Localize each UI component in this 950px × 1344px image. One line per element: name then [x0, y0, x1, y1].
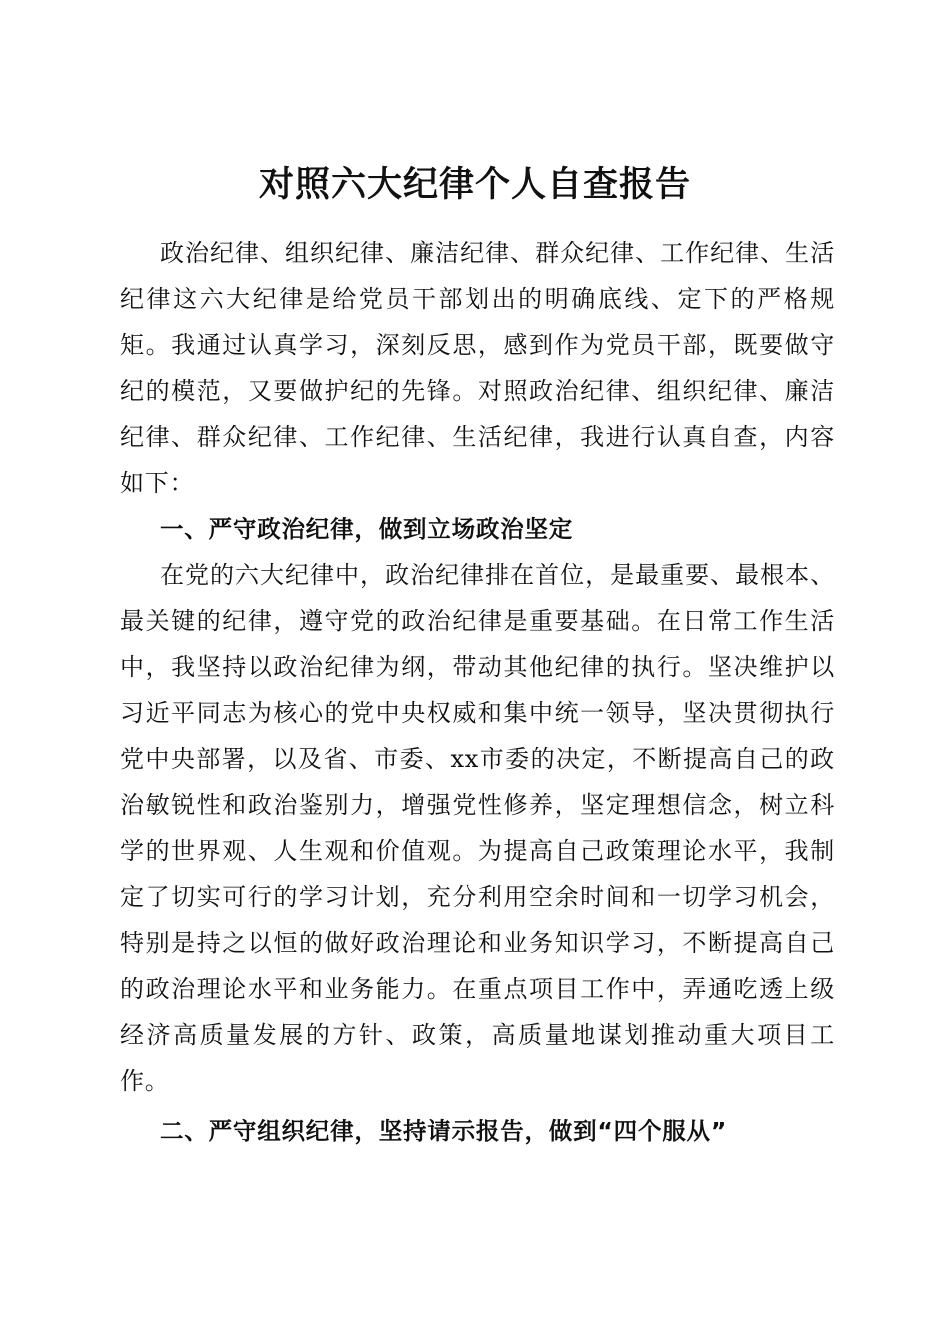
section-2-heading: 二、严守组织纪律，坚持请示报告，做到“四个服从”	[160, 1117, 728, 1145]
section-1-heading: 一、严守政治纪律，做到立场政治坚定	[160, 515, 574, 543]
intro-paragraph: 政治纪律、组织纪律、廉洁纪律、群众纪律、工作纪律、生活纪律这六大纪律是给党员干部划出的明确底线、定下的严格规矩。我通过认真学习，深刻反思，感到作为党员干部，既要做守纪的模范，又要做护纪的先锋。对照政治纪律、组织纪律、廉洁纪律、群众纪律、工作纪律、生活纪律，我进行认真自查，内容如下：	[120, 239, 835, 497]
document-body	[120, 230, 835, 1154]
document-title: 对照六大纪律个人自查报告	[258, 164, 691, 206]
section-1-paragraph: 在党的六大纪律中，政治纪律排在首位，是最重要、最根本、最关键的纪律，遵守党的政治纪律是重要基础。在日常工作生活中，我坚持以政治纪律为纲，带动其他纪律的执行。坚决维护以习近平同志为核心的党中央权威和集中统一领导，坚决贯彻执行党中央部署，以及省、市委、xx市委的决定，不断提高自己的政治敏锐性和政治鉴别力，增强党性修养，坚定理想信念，树立科学的世界观、人生观和价值观。为提高自己政策理论水平，我制定了切实可行的学习计划，充分利用空余时间和一切学习机会，特别是持之以恒的做好政治理论和业务知识学习，不断提高自己的政治理论水平和业务能力。在重点项目工作中，弄通吃透上级经济高质量发展的方针、政策，高质量地谋划推动重大项目工作。	[120, 561, 835, 1095]
